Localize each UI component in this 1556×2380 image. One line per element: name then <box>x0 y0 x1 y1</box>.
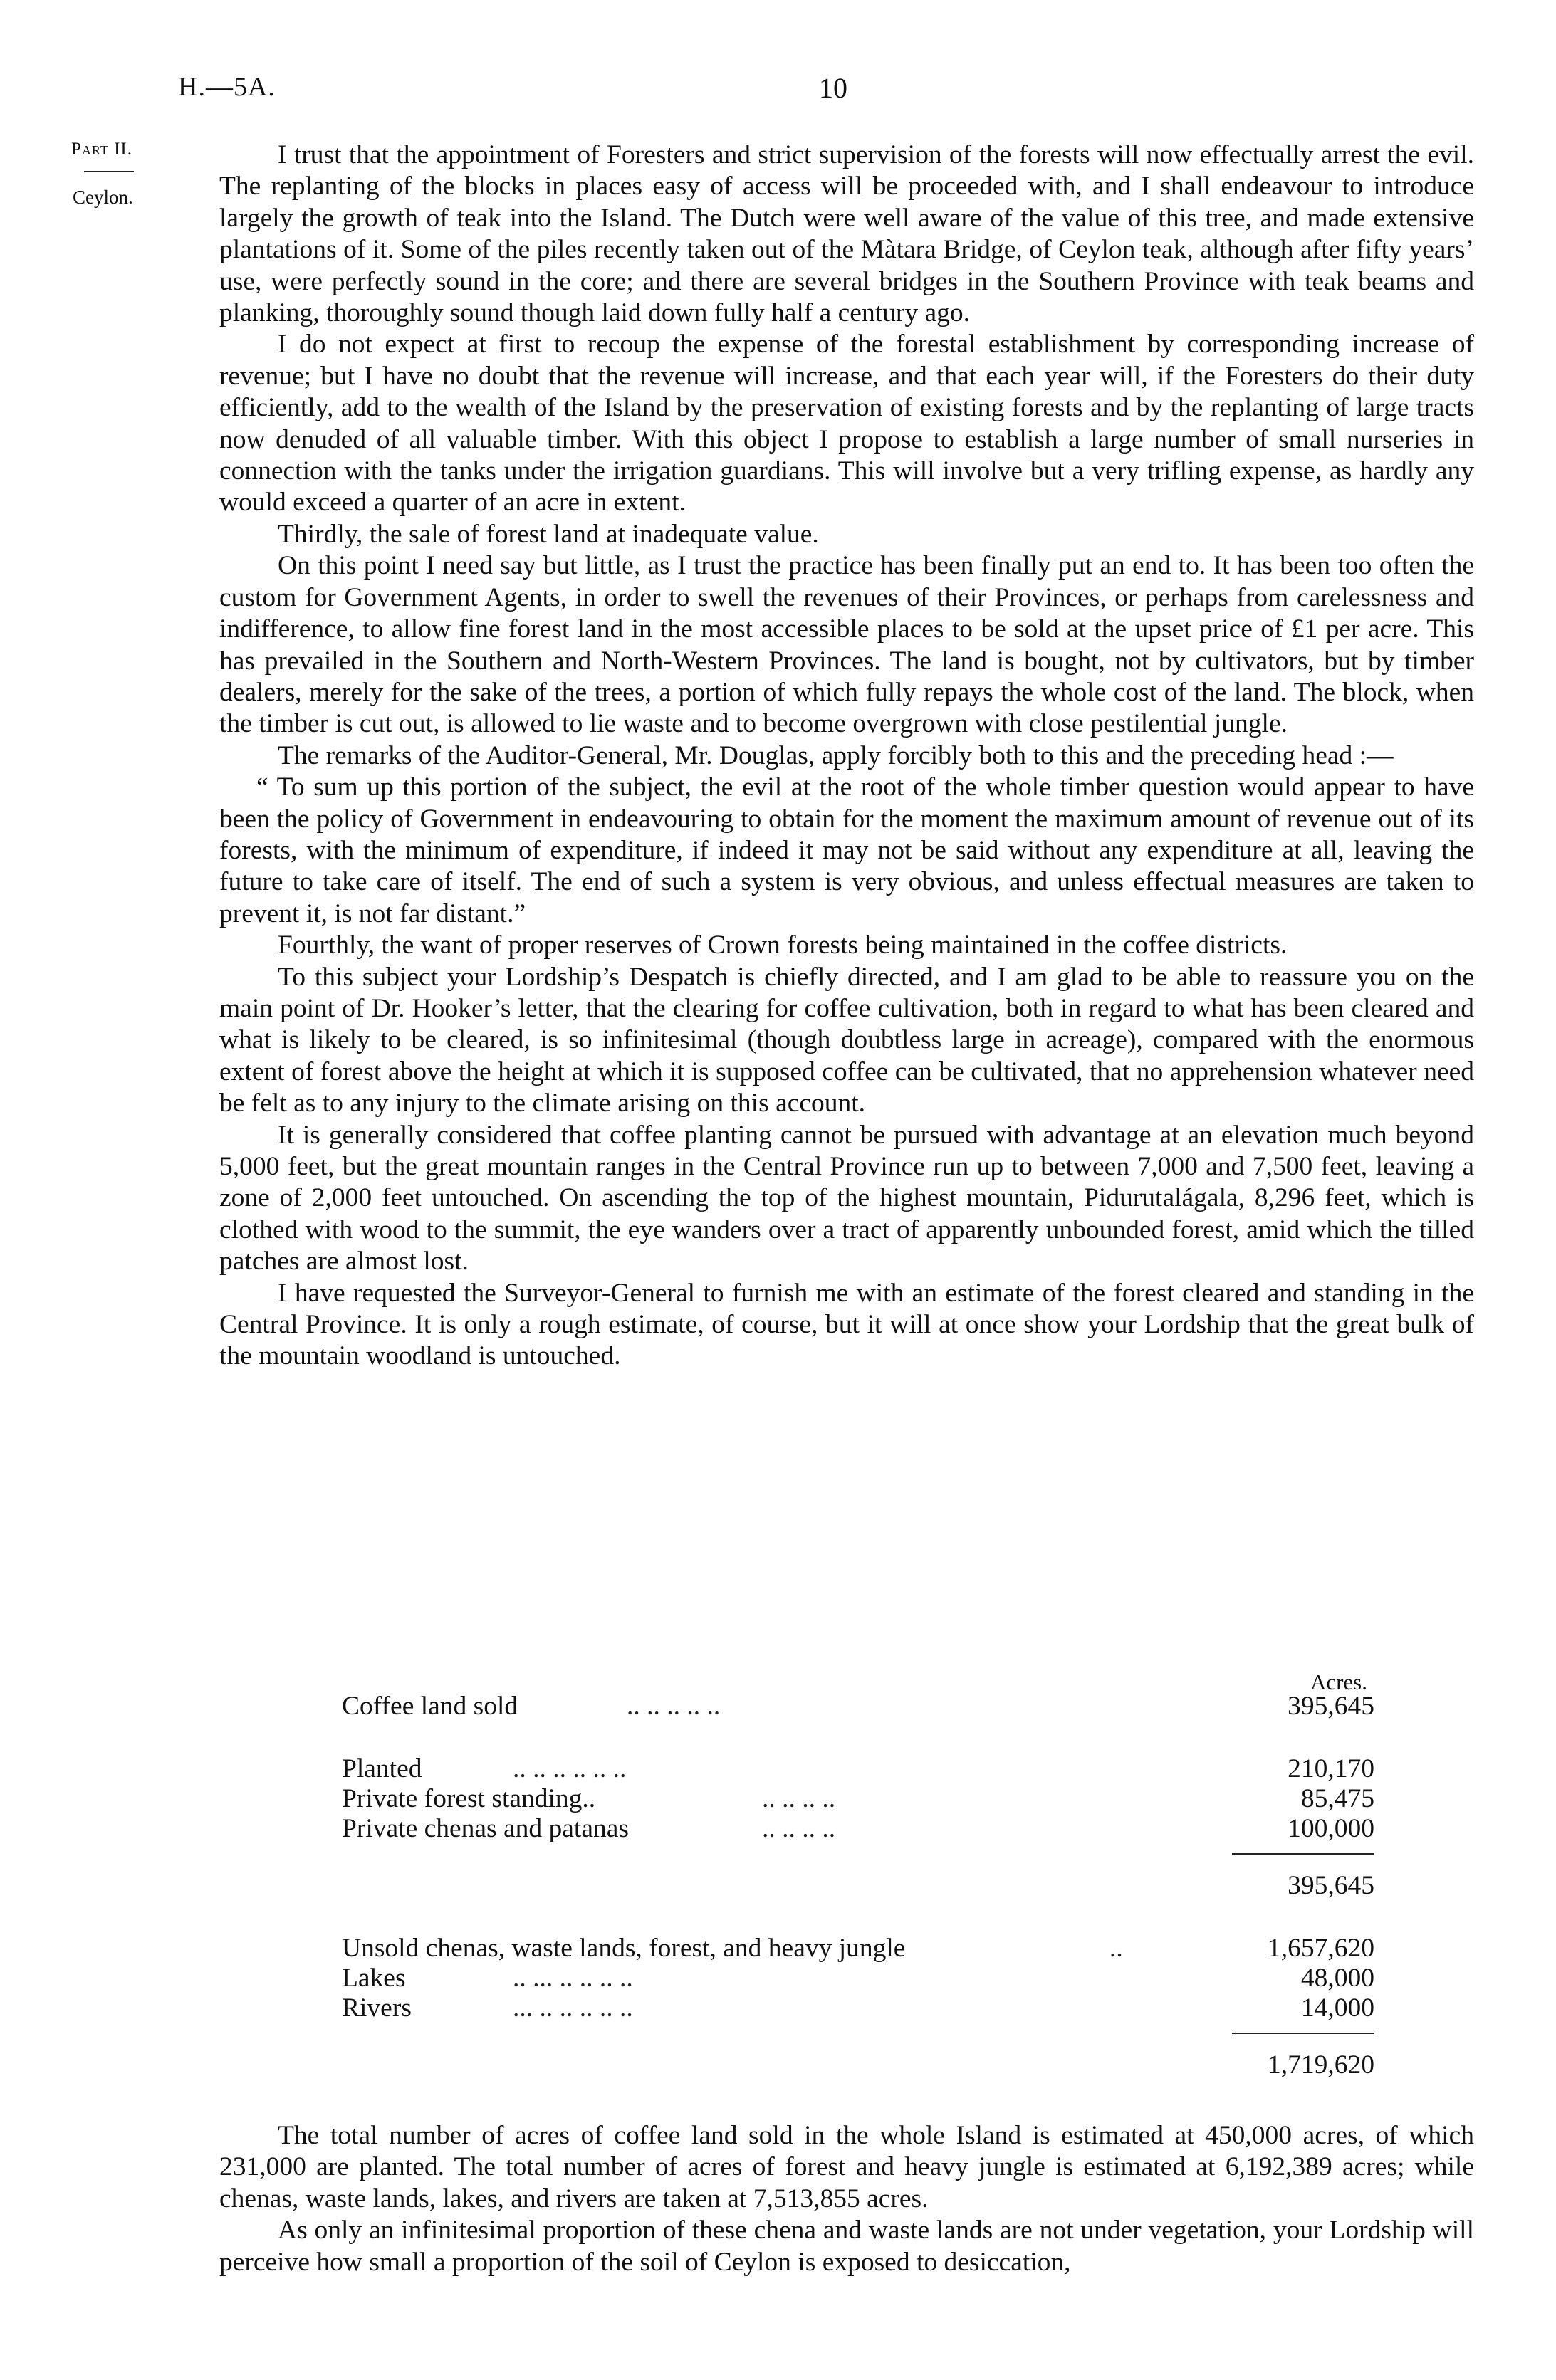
row-label: Planted <box>342 1754 422 1783</box>
row-label: Private forest standing.. <box>342 1784 596 1813</box>
paragraph-auditor-remarks: The remarks of the Auditor-General, Mr. Douglas, apply forcibly both to this and the preceding head :— <box>278 740 1394 770</box>
paragraph-total-acres: The total number of acres of coffee land sold in the whole Island is estimated at 450,000 acres, of which 231,000 are planted. The total number of acres of forest and heavy jungle is estimated at 6,192,389 acres; while chenas, waste lands, lakes, and rivers are taken at 7,513,855 acres. <box>219 2121 1474 2213</box>
table-row <box>342 1783 1374 1816</box>
margin-country-label: Ceylon. <box>73 187 133 208</box>
subtotal-rule <box>1232 1853 1374 1855</box>
body-text <box>219 140 1474 1373</box>
row-value: 1,657,620 <box>1268 1934 1374 1963</box>
row-label: Coffee land sold <box>342 1692 518 1721</box>
total-rule <box>1232 2033 1374 2034</box>
leader-dots: .. .. .. .. .. <box>627 1692 721 1721</box>
row-label: Private chenas and patanas <box>342 1814 629 1843</box>
row-value: 100,000 <box>1288 1814 1374 1843</box>
row-value: 395,645 <box>1288 1692 1374 1721</box>
table-row <box>342 1753 1374 1786</box>
paragraph-thirdly: Thirdly, the sale of forest land at inadequate value. <box>278 519 819 549</box>
row-value: 85,475 <box>1300 1784 1374 1813</box>
table-row <box>342 1933 1374 1966</box>
row-value: 14,000 <box>1300 1993 1374 2023</box>
row-label: Lakes <box>342 1964 406 1993</box>
paragraph-estimate-request: I have requested the Surveyor-General to furnish me with an estimate of the forest cleared and standing in the Central Province. It is only a rough estimate, of course, but it will at once show your Lordship that the great bulk of the mountain woodland is untouched. <box>219 1278 1474 1371</box>
paragraph-fourthly: Fourthly, the want of proper reserves of Crown forests being maintained in the coffee districts. <box>278 930 1288 960</box>
leader-dots: ... .. .. .. .. .. <box>513 1993 633 2023</box>
leader-dots: .. <box>1109 1934 1123 1963</box>
subtotal-value: 395,645 <box>1288 1871 1374 1900</box>
margin-divider <box>84 171 134 172</box>
row-label: Rivers <box>342 1993 412 2023</box>
paragraph-revenue: I do not expect at first to recoup the expense of the forestal establishment by corresponding increase of revenue; but I have no doubt that the revenue will increase, and that each year will, if the Foresters do their duty efficiently, add to the wealth of the Island by the preservation of existing forests and by the replanting of large tracts now denuded of all valuable timber. With this object I propose to establish a large number of small nurseries in connection with the tanks under the irrigation guardians. This will involve but a very trifling expense, as hardly any would exceed a quarter of an acre in extent. <box>219 330 1474 518</box>
paragraph-despatch: To this subject your Lordship’s Despatch is chiefly directed, and I am glad to be able to reassure you on the main point of Dr. Hooker’s letter, that the clearing for coffee cultivation, both in regard to what has been cleared and what is likely to be cleared, is so infinitesimal (though doubtless large in acreage), compared with the enormous extent of forest above the height at which it is supposed coffee can be cultivated, that no apprehension whatever need be felt as to any injury to the climate arising on this account. <box>219 962 1474 1118</box>
leader-dots: .. .. .. .. <box>762 1814 836 1843</box>
document-reference: H.—5A. <box>178 72 276 102</box>
margin-part-label: Part II. <box>71 140 132 159</box>
row-value: 210,170 <box>1288 1754 1374 1783</box>
paragraph-teak: I trust that the appointment of Foresters and strict supervision of the forests will now effectually arrest the evil. The replanting of the blocks in places easy of access will be proceeded with, and I shall endeavour to introduce largely the growth of teak into the Island. The Dutch were well aware of the value of this tree, and made extensive plantations of it. Some of the piles recently taken out of the Màtara Bridge, of Ceylon teak, although after fifty years’ use, were perfectly sound in the core; and there are several bridges in the Southern Province with teak beams and planking, thoroughly sound though laid down fully half a century ago. <box>219 140 1474 328</box>
total-row <box>342 2050 1374 2082</box>
page-number: 10 <box>819 72 847 104</box>
table-row <box>342 1813 1374 1846</box>
paragraph-desiccation: As only an infinitesimal proportion of these chena and waste lands are not under vegetation, your Lordship will perceive how small a proportion of the soil of Ceylon is exposed to desiccation, <box>219 2216 1474 2277</box>
paragraph-quotation: “ To sum up this portion of the subject, the evil at the root of the whole timber question would appear to have been the policy of Government in endeavouring to obtain for the moment the maximum amount of revenue out of its forests, with the minimum of expenditure, if indeed it may not be said without any expenditure at all, leaving the future to take care of itself. The end of such a system is very obvious, and unless effectual measures are taken to prevent it, is not far distant.” <box>219 772 1474 928</box>
closing-text <box>219 2120 1474 2278</box>
row-label: Unsold chenas, waste lands, forest, and heavy jungle <box>342 1934 906 1963</box>
subtotal-row <box>342 1870 1374 1903</box>
table-row <box>342 1993 1374 2025</box>
leader-dots: .. .. .. .. .. .. <box>513 1754 627 1783</box>
leader-dots: .. .. .. .. <box>762 1784 836 1813</box>
leader-dots: .. ... .. .. .. .. <box>513 1964 633 1993</box>
table-row <box>342 1963 1374 1996</box>
paragraph-elevation: It is generally considered that coffee planting cannot be pursued with advantage at an elevation much beyond 5,000 feet, but the great mountain ranges in the Central Province run up to between 7,000 and 7,500 feet, leaving a zone of 2,000 feet untouched. On ascending the top of the highest mountain, Pidurutalágala, 8,296 feet, which is clothed with wood to the summit, the eye wanders over a tract of apparently unbounded forest, amid which the tilled patches are almost lost. <box>219 1120 1474 1277</box>
paragraph-forest-sale: On this point I need say but little, as I trust the practice has been finally put an end to. It has been too often the custom for Government Agents, in order to swell the revenues of their Provinces, or perhaps from carelessness and indifference, to allow fine forest land in the most accessible places to be sold at the upset price of £1 per acre. This has prevailed in the Southern and North-Western Provinces. The land is bought, not by cultivators, but by timber dealers, merely for the sake of the trees, a portion of which fully repays the whole cost of the land. The block, when the timber is cut out, is allowed to lie waste and to become overgrown with close pestilential jungle. <box>219 551 1474 739</box>
table-row <box>342 1691 1374 1724</box>
row-value: 48,000 <box>1300 1964 1374 1993</box>
acres-column-header: Acres. <box>1310 1669 1367 1694</box>
total-value: 1,719,620 <box>1268 2050 1374 2080</box>
